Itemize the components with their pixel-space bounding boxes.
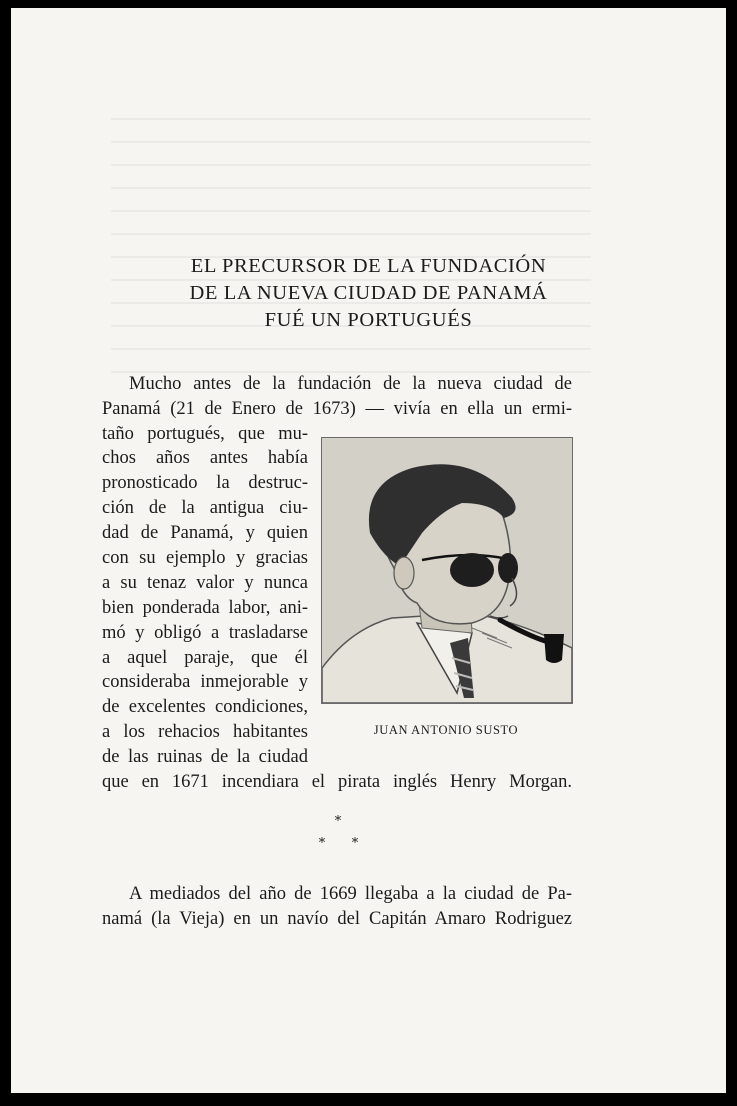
section-separator — [11, 808, 726, 858]
chapter-title-line-1: EL PRECURSOR DE LA FUNDACIÓN — [190, 255, 547, 277]
chapter-title-line-3: FUÉ UN PORTUGUÉS — [264, 309, 473, 331]
text-line: bien ponderada labor, ani- — [102, 598, 308, 618]
text-line: que en 1671 incendiara el pirata inglés Henry Morgan. — [102, 772, 572, 792]
text-line: chos años antes había — [102, 448, 308, 468]
chapter-title-line-2: DE LA NUEVA CIUDAD DE PANAMÁ — [189, 282, 548, 304]
separator-asterisk-left: * — [318, 836, 326, 851]
text-line: a los rehacios habitantes — [102, 722, 308, 742]
chapter-title — [11, 253, 726, 334]
text-line: a aquel paraje, que él — [102, 648, 308, 668]
separator-asterisk-top: * — [334, 814, 342, 829]
text-line: a su tenaz valor y nunca — [102, 573, 308, 593]
text-line: consideraba inmejorable y — [102, 672, 308, 692]
portrait-caption: JUAN ANTONIO SUSTO — [373, 723, 519, 737]
bleed-through-texture — [111, 118, 591, 378]
book-page — [11, 8, 726, 1093]
text-line: Panamá (21 de Enero de 1673) — vivía en ella un ermi- — [102, 399, 572, 419]
text-line: Mucho antes de la fundación de la nueva ciudad de — [129, 374, 572, 394]
text-line: taño portugués, que mu- — [102, 424, 308, 444]
text-line: pronosticado la destruc- — [102, 473, 308, 493]
text-line: con su ejemplo y gracias — [102, 548, 308, 568]
text-line: A mediados del año de 1669 llegaba a la ciudad de Pa- — [129, 884, 572, 904]
text-line: de las ruinas de la ciudad — [102, 747, 308, 767]
separator-asterisk-right: * — [351, 836, 359, 851]
text-line: ción de la antigua ciu- — [102, 498, 308, 518]
portrait-image — [321, 437, 573, 704]
text-line: namá (la Vieja) en un navío del Capitán Amaro Rodriguez — [102, 909, 572, 929]
portrait-sketch-icon — [322, 438, 572, 703]
text-line: mó y obligó a trasladarse — [102, 623, 308, 643]
text-line: dad de Panamá, y quien — [102, 523, 308, 543]
text-line: de excelentes condiciones, — [102, 697, 308, 717]
